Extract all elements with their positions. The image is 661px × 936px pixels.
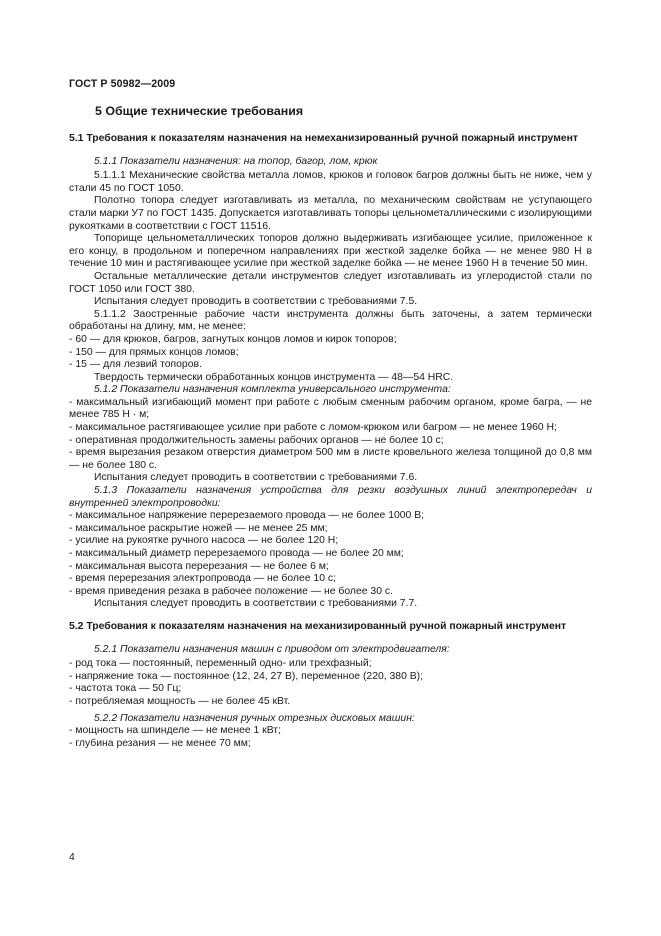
list-item: - напряжение тока — постоянное (12, 24, 27 В), переменное (220, 380 В); bbox=[69, 670, 424, 682]
clause-5-1-3-title: 5.1.3 Показатели назначения устройства для резки воздушных линий электропередач и внутренней электропроводки: bbox=[69, 485, 592, 509]
list-item: - время вырезания резаком отверстия диаметром 500 мм в листе кровельного железа толщиной до 0,8 мм — не более 180 с. bbox=[69, 447, 592, 471]
paragraph: Твердость термически обработанных концов инструмента — 48—54 HRC. bbox=[94, 371, 454, 383]
list-item: - оперативная продолжительность замены рабочих органов — не более 10 с; bbox=[69, 434, 444, 446]
list-item: - частота тока — 50 Гц; bbox=[69, 683, 182, 695]
paragraph: 5.1.1.2 Заостренные рабочие части инструмента должны быть заточены, а затем термически обработаны на длину, мм, не менее: bbox=[69, 308, 592, 333]
paragraph: Испытания следует проводить в соответствии с требованиями 7.7. bbox=[94, 598, 418, 610]
clause-5-1-2-title: 5.1.2 Показатели назначения комплекта универсального инструмента: bbox=[94, 384, 451, 396]
paragraph: Топорище цельнометаллических топоров должно выдерживать изгибающее усилие, приложенное к его концу, в продольном и поперечном направлениях при жесткой заделке бойка — не менее 980 Н в течение 10 мин и растягивающее усилие при жесткой заделке бойка — не менее 1960 Н в течение 50 мин. bbox=[69, 233, 592, 270]
list-item: - усилие на рукоятке ручного насоса — не более 120 Н; bbox=[69, 535, 339, 547]
list-item: - максимальный диаметр перерезаемого провода — не более 20 мм; bbox=[69, 548, 404, 559]
list-item: - максимальное раскрытие ножей — не менее 25 мм; bbox=[69, 522, 328, 534]
list-item: - время перерезания электропровода — не более 10 с; bbox=[69, 573, 336, 585]
list-item: - 60 — для крюков, багров, загнутых концов ломов и кирок топоров; bbox=[69, 333, 397, 345]
paragraph: Полотно топора следует изготавливать из металла, по механическим свойствам не уступающего стали марки У7 по ГОСТ 1435. Допускается изготавливать топоры цельнометаллическими с изолирующими рукоятками в соответствии с ГОСТ 11516. bbox=[69, 195, 592, 232]
clause-5-2-2-title: 5.2.2 Показатели назначения ручных отрезных дисковых машин: bbox=[94, 712, 415, 724]
list-item: - потребляемая мощность — не более 45 кВт. bbox=[69, 695, 291, 707]
clause-5-1-1-title: 5.1.1 Показатели назначения: на топор, багор, лом, крюк bbox=[94, 155, 378, 167]
document-body bbox=[69, 104, 592, 750]
section-title: 5 Общие технические требования bbox=[95, 104, 304, 118]
list-item: - 15 — для лезвий топоров. bbox=[69, 359, 202, 371]
list-item: - мощность на шпинделе — не менее 1 кВт; bbox=[69, 725, 281, 737]
clause-5-2-1-title: 5.2.1 Показатели назначения машин с приводом от электродвигателя: bbox=[94, 643, 450, 655]
list-item: - максимальное растягивающее усилие при работе с ломом-крюком или багром — не менее 1960 Н; bbox=[69, 422, 557, 434]
list-item: - время приведения резака в рабочее положение — не более 30 с. bbox=[69, 585, 393, 597]
list-item: - 150 — для прямых концов ломов; bbox=[69, 346, 239, 358]
list-item: - максимальная высота перерезания — не более 6 м; bbox=[69, 560, 329, 572]
subsection-5-1-title: 5.1 Требования к показателям назначения на немеханизированный ручной пожарный инструмент bbox=[69, 133, 579, 144]
paragraph: 5.1.1.1 Механические свойства металла ломов, крюков и головок багров должны быть не ниже, чем у стали 45 по ГОСТ 1050. bbox=[69, 170, 592, 194]
paragraph: Остальные металлические детали инструментов следует изготавливать из углеродистой стали по ГОСТ 1050 или ГОСТ 380. bbox=[69, 270, 592, 295]
list-item: - максимальное напряжение перерезаемого провода — не более 1000 В; bbox=[69, 510, 425, 522]
page-number: 4 bbox=[69, 852, 75, 863]
list-item: - род тока — постоянный, переменный одно- или трехфазный; bbox=[69, 658, 372, 670]
list-item: - максимальный изгибающий момент при работе с любым сменным рабочим органом, кроме багра, — не менее 785 Н · м; bbox=[69, 396, 592, 421]
paragraph: Испытания следует проводить в соответствии с требованиями 7.6. bbox=[94, 472, 418, 484]
standard-header: ГОСТ Р 50982—2009 bbox=[69, 78, 176, 90]
list-item: - глубина резания — не менее 70 мм; bbox=[69, 737, 251, 749]
subsection-5-2-title: 5.2 Требования к показателям назначения на механизированный ручной пожарный инструмент bbox=[69, 620, 567, 632]
paragraph: Испытания следует проводить в соответствии с требованиями 7.5. bbox=[94, 296, 418, 308]
